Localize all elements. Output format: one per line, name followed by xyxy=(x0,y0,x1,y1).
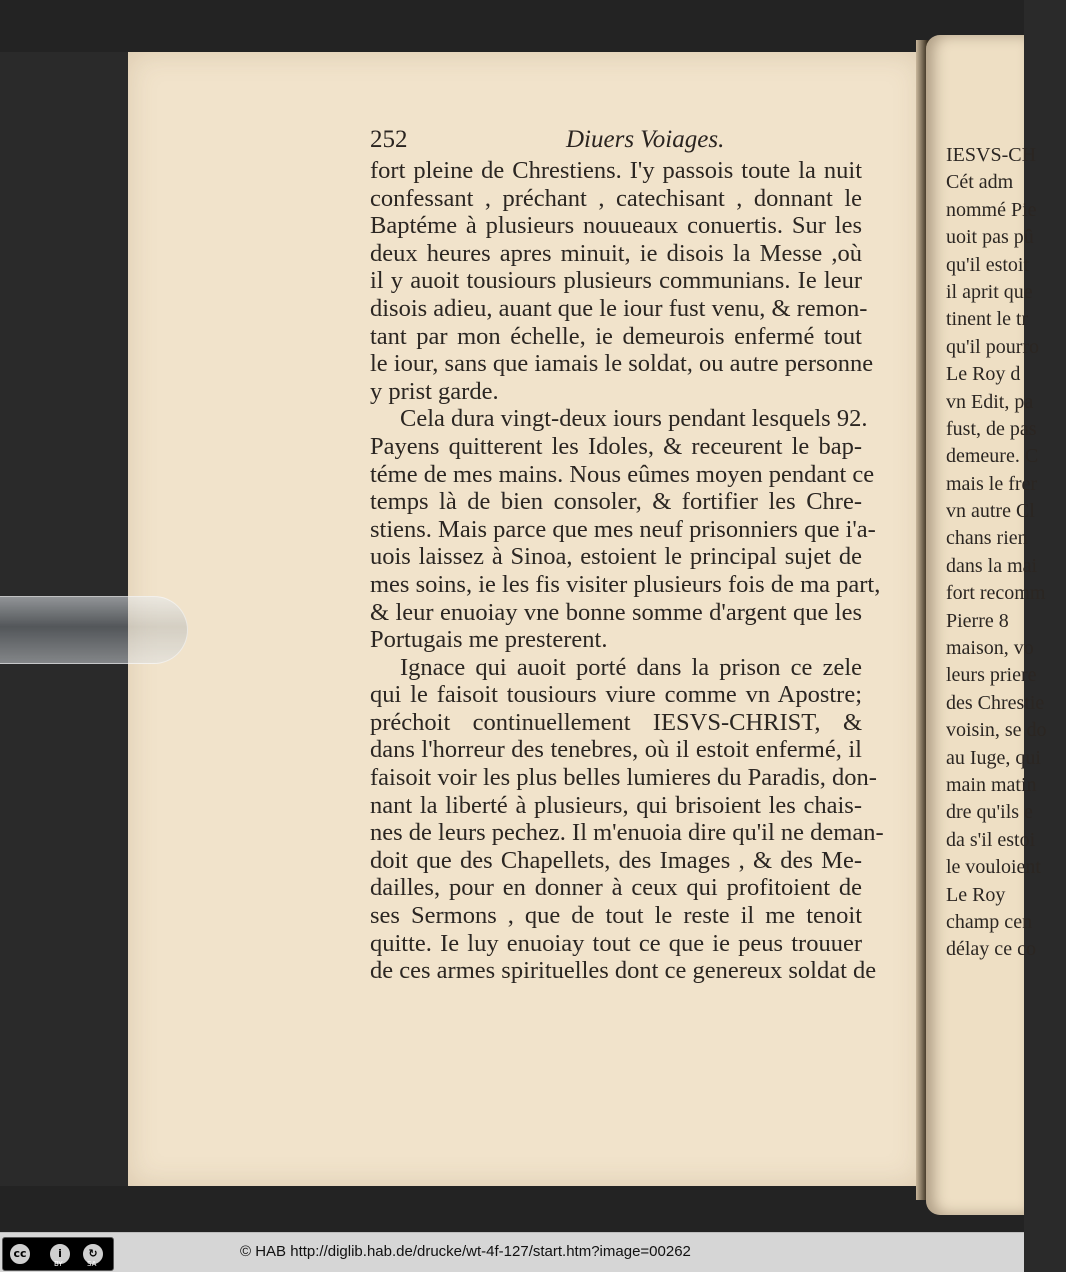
license-sa-label: SA xyxy=(87,1260,97,1268)
license-by-label: BY xyxy=(54,1260,63,1268)
source-link[interactable]: © HAB http://diglib.hab.de/drucke/wt-4f-127/start.htm?image=00262 xyxy=(240,1243,691,1260)
text-line: de ces armes spirituelles dont ce genereux soldat de xyxy=(370,957,877,985)
text-line: uois laissez à Sinoa, estoient le principal sujet de xyxy=(370,543,862,571)
facing-text-line: il aprit que xyxy=(946,280,1033,303)
facing-text-line: fort recomm xyxy=(946,582,1046,605)
text-line: Payens quitterent les Idoles, & receurent le bap- xyxy=(370,432,862,460)
text-line: dailles, pour en donner à ceux qui profitoient de xyxy=(370,874,862,902)
facing-text-line: vn Edit, pa xyxy=(946,390,1034,413)
facing-text-line: Cét adm xyxy=(946,171,1014,194)
text-line: deux heures apres minuit, ie disois la Messe ,où xyxy=(370,239,862,267)
text-line: doit que des Chapellets, des Images , & des Me- xyxy=(370,846,862,874)
text-line: faisoit voir les plus belles lumieres du Paradis, don- xyxy=(370,764,877,792)
text-line: nant la liberté à plusieurs, qui brisoient les chais- xyxy=(370,791,862,819)
facing-text-line: da s'il estoi xyxy=(946,828,1036,851)
facing-text-line: Pierre 8 xyxy=(946,609,1009,632)
facing-text-line: des Chrestie xyxy=(946,691,1045,714)
text-line: tant par mon échelle, ie demeurois enfermé tout xyxy=(370,322,862,350)
cc-license-badge[interactable] xyxy=(2,1237,114,1271)
text-line: nes de leurs pechez. Il m'enuoia dire qu'il ne deman- xyxy=(370,819,884,847)
facing-text-line: dre qu'ils e xyxy=(946,801,1033,824)
text-line: le iour, sans que iamais le soldat, ou autre personne xyxy=(370,350,874,378)
facing-text-line: demeure. C xyxy=(946,445,1039,468)
text-line: dans l'horreur des tenebres, où il estoit enfermé, il xyxy=(370,736,862,764)
text-line: disois adieu, auant que le iour fust venu, & remon- xyxy=(370,294,868,322)
facing-text-line: au Iuge, qui xyxy=(946,746,1041,769)
facing-text-line: mais le frer xyxy=(946,472,1038,495)
text-line: Portugais me presterent. xyxy=(370,626,608,654)
glass-page-weight xyxy=(0,596,188,664)
facing-text-line: Le Roy xyxy=(946,883,1006,906)
page-body-text xyxy=(370,157,884,985)
text-line: il y auoit tousiours plusieurs communians. Ie leur xyxy=(370,267,862,295)
viewer-footer xyxy=(0,1232,1024,1272)
facing-text-line: leurs priere xyxy=(946,664,1037,687)
text-line: Baptéme à plusieurs nouueaux conuertis. Sur les xyxy=(370,212,862,240)
text-line: quitte. Ie luy enuoiay tout ce que ie peus trouuer xyxy=(370,929,862,957)
facing-text-line: qu'il estoit xyxy=(946,253,1030,276)
facing-text-line: vn autre Cl xyxy=(946,500,1035,523)
text-line: temps là de bien consoler, & fortifier les Chre- xyxy=(370,488,862,516)
facing-text-line: Le Roy d xyxy=(946,363,1021,386)
text-line: Cela dura vingt-deux iours pendant lesquels 92. xyxy=(400,405,868,433)
facing-text-line: chans rien xyxy=(946,527,1028,550)
text-line: ses Sermons , que de tout le reste il me tenoit xyxy=(370,902,862,930)
facing-text-line: uoit pas pû xyxy=(946,226,1034,249)
facing-text-line: main matin xyxy=(946,773,1037,796)
text-line: qui le faisoit tousiours viure comme vn Apostre; xyxy=(370,681,862,709)
attribution-icon: i xyxy=(48,1242,72,1266)
facing-text-line: le vouloient xyxy=(946,856,1041,879)
text-line: y prist garde. xyxy=(370,377,499,405)
text-line: stiens. Mais parce que mes neuf prisonniers que i'a- xyxy=(370,515,876,543)
text-line: confessant , préchant , catechisant , donnant le xyxy=(370,184,862,212)
facing-text-line: tinent le tr xyxy=(946,308,1029,331)
page-number: 252 xyxy=(370,126,408,153)
text-line: préchoit continuellement IESVS-CHRIST, & xyxy=(370,708,862,736)
running-title: Diuers Voiages. xyxy=(566,126,725,153)
facing-page-text xyxy=(946,142,1066,964)
facing-text-line: dans la mai xyxy=(946,554,1038,577)
facing-text-line: voisin, se do xyxy=(946,719,1047,742)
text-line: fort pleine de Chrestiens. I'y passois toute la nuit xyxy=(370,157,862,184)
facing-text-line: IESVS-CH xyxy=(946,144,1037,166)
facing-text-line: délay ce co xyxy=(946,938,1036,961)
facing-text-line: maison, vo xyxy=(946,637,1034,660)
text-line: téme de mes mains. Nous eûmes moyen pendant ce xyxy=(370,460,875,488)
text-line: & leur enuoiay vne bonne somme d'argent que les xyxy=(370,598,862,626)
text-line: mes soins, ie les fis visiter plusieurs fois de ma part, xyxy=(370,570,881,598)
text-line: Ignace qui auoit porté dans la prison ce zele xyxy=(400,653,862,681)
share-alike-icon: ↻ xyxy=(81,1242,105,1266)
facing-text-line: fust, de pas xyxy=(946,417,1037,440)
facing-text-line: champ cen xyxy=(946,910,1033,933)
cc-icon: cc xyxy=(8,1242,32,1266)
facing-text-line: nommé Pie xyxy=(946,198,1037,221)
facing-text-line: qu'il pourro xyxy=(946,335,1040,358)
